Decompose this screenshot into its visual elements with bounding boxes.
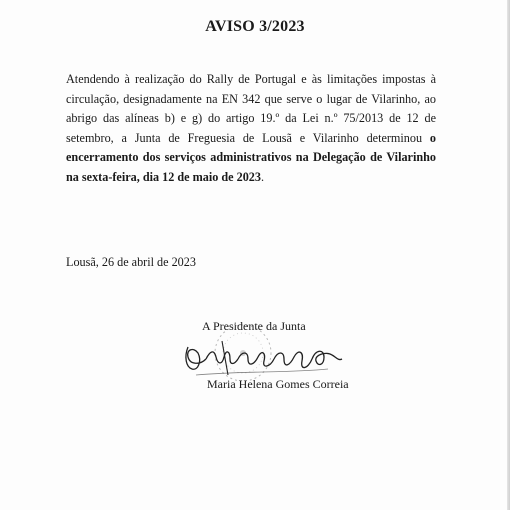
notice-body-text: Atendendo à realização do Rally de Portugal e às limitações impostas à circulação, designadamente na EN 342 que serve o lugar de Vilarinho, ao abrigo das alíneas b) e g) do artigo 19.º da Lei n.º 75/2013 de 12 de setembro, a Junta de Freguesia de Lousã e Vilarinho determinou [66,72,436,145]
notice-body-emphasis: o encerramento dos serviços administrativos na Delegação de Vilarinho na sexta-feira, dia 12 de maio de 2023 [66,130,436,184]
notice-body-end: . [260,169,265,184]
handwritten-signature [178,335,353,380]
signatory-name: Maria Helena Gomes Correia [207,377,349,391]
notice-body [66,70,436,188]
notice-title: AVISO 3/2023 [205,18,305,35]
place-date: Lousã, 26 de abril de 2023 [66,255,196,269]
signatory-role: A Presidente da Junta [202,319,306,333]
